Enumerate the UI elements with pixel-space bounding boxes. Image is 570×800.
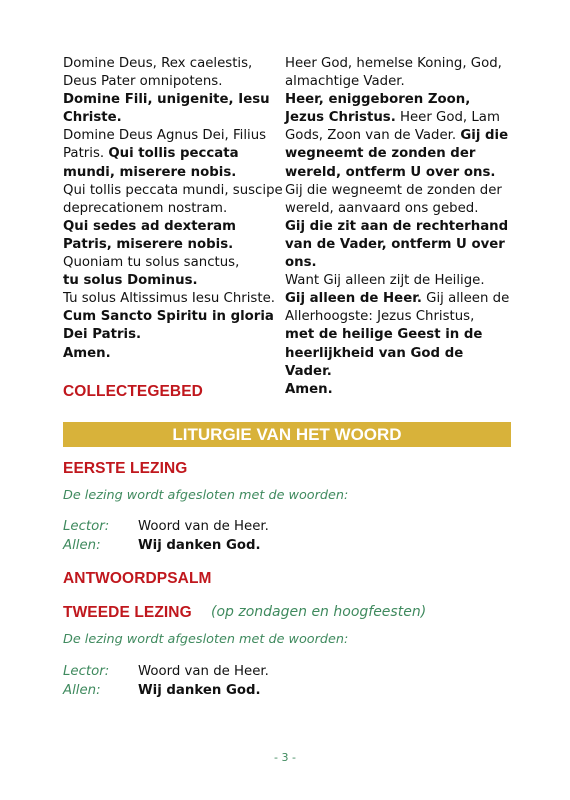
latin-line-part: Domine Deus Agnus Dei, Filius Patris. — [63, 128, 267, 162]
dutch-line — [285, 91, 513, 218]
latin-line: Domine Fili, unigenite, Iesu Christe. — [63, 92, 270, 126]
tweede-lector-row — [63, 664, 269, 679]
tweede-lezing-subtitle: (op zondagen en hoogfeesten) — [211, 604, 427, 620]
gloria-text — [63, 55, 513, 399]
dutch-line-part: Gij die wegneemt de zonden der wereld, ontferm U over ons. — [285, 128, 509, 180]
eerste-lezing-note: De lezing wordt afgesloten met de woorden: — [63, 488, 349, 503]
dutch-line-part: Gij die wegneemt de zonden der wereld, aanvaard ons gebed. — [285, 182, 502, 216]
latin-line: tu solus Dominus. — [63, 273, 198, 289]
lector-text: Woord van de Heer. — [138, 664, 269, 679]
latin-line: Qui sedes ad dexteram Patris, miserere nobis. — [63, 218, 236, 252]
allen-text: Wij danken God. — [138, 683, 261, 698]
lector-text: Woord van de Heer. — [138, 519, 269, 534]
allen-label: Allen: — [63, 683, 101, 698]
allen-label: Allen: — [63, 538, 101, 553]
dutch-line-part: Heer, eniggeboren Zoon, Jezus Christus. — [285, 92, 471, 126]
dutch-line: Want Gij alleen zijt de Heilige. — [285, 273, 485, 289]
lector-label: Lector: — [63, 664, 110, 679]
dutch-line-part: Gij alleen de Allerhoogste: Jezus Christus, — [285, 291, 510, 325]
latin-line-part: Qui tollis peccata mundi, miserere nobis. — [63, 146, 239, 180]
eerste-allen-row — [63, 538, 261, 553]
tweede-lezing-note: De lezing wordt afgesloten met de woorden: — [63, 632, 349, 647]
allen-text: Wij danken God. — [138, 538, 261, 553]
latin-line — [63, 127, 285, 181]
dutch-line-part: Gij alleen de Heer. — [285, 291, 422, 307]
dutch-line-part: Heer God, Lam Gods, Zoon van de Vader. — [285, 110, 500, 144]
eerste-lector-row — [63, 519, 269, 534]
dutch-line — [285, 290, 513, 326]
latin-line: Domine Deus, Rex caelestis, Deus Pater omnipotens. — [63, 56, 253, 90]
latin-line: Tu solus Altissimus Iesu Christe. — [63, 291, 275, 307]
latin-line: Amen. — [63, 345, 111, 361]
latin-line: Cum Sancto Spiritu in gloria Dei Patris. — [63, 309, 274, 343]
collectegebed-heading: COLLECTEGEBED — [63, 383, 203, 400]
tweede-allen-row — [63, 683, 261, 698]
page-number: - 3 - — [274, 751, 296, 764]
dutch-line: met de heilige Geest in de heerlijkheid van God de Vader. — [285, 327, 483, 379]
dutch-line: Gij die zit aan de rechterhand van de Vader, ontferm U over ons. — [285, 218, 509, 271]
antwoordpsalm-heading: ANTWOORDPSALM — [63, 570, 212, 587]
latin-line: Qui tollis peccata mundi, suscipe deprecationem nostram. — [63, 182, 283, 216]
dutch-line: Heer God, hemelse Koning, God, almachtige Vader. — [285, 56, 502, 90]
liturgie-banner: LITURGIE VAN HET WOORD — [63, 422, 511, 447]
gloria-dutch-column — [285, 55, 513, 399]
dutch-line: Amen. — [285, 381, 333, 397]
tweede-lezing-heading: TWEEDE LEZING — [63, 604, 192, 621]
latin-line: Quoniam tu solus sanctus, — [63, 255, 240, 271]
gloria-latin-column — [63, 55, 285, 399]
eerste-lezing-heading: EERSTE LEZING — [63, 460, 188, 477]
lector-label: Lector: — [63, 519, 110, 534]
